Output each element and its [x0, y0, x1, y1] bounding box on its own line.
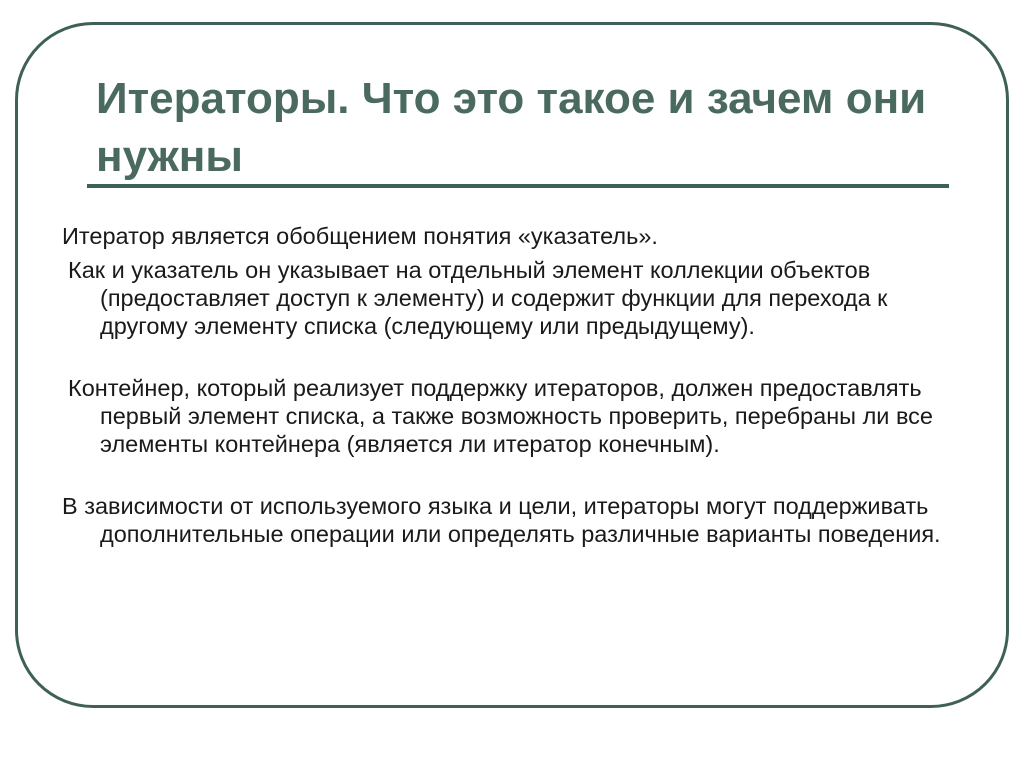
paragraph-spacer [62, 458, 962, 492]
slide-title: Итераторы. Что это такое и зачем они нужны [96, 74, 927, 181]
paragraph-spacer [62, 340, 962, 374]
title-underline [87, 184, 949, 188]
slide-body [62, 222, 962, 548]
paragraph-language-dependence: В зависимости от используемого языка и цели, итераторы могут поддерживать дополнительные операции или определять различные варианты поведения. [62, 493, 941, 547]
paragraph-pointer-analogy: Как и указатель он указывает на отдельный элемент коллекции объектов (предоставляет доступ к элементу) и содержит функции для перехода к другому элементу списка (следующему или предыдущему). [68, 257, 888, 339]
paragraph-iterator-definition: Итератор является обобщением понятия «указатель». [62, 223, 658, 249]
paragraph-container-support: Контейнер, который реализует поддержку итераторов, должен предоставлять первый элемент списка, а также возможность проверить, перебраны ли все элементы контейнера (является ли итератор конечным). [68, 375, 933, 457]
